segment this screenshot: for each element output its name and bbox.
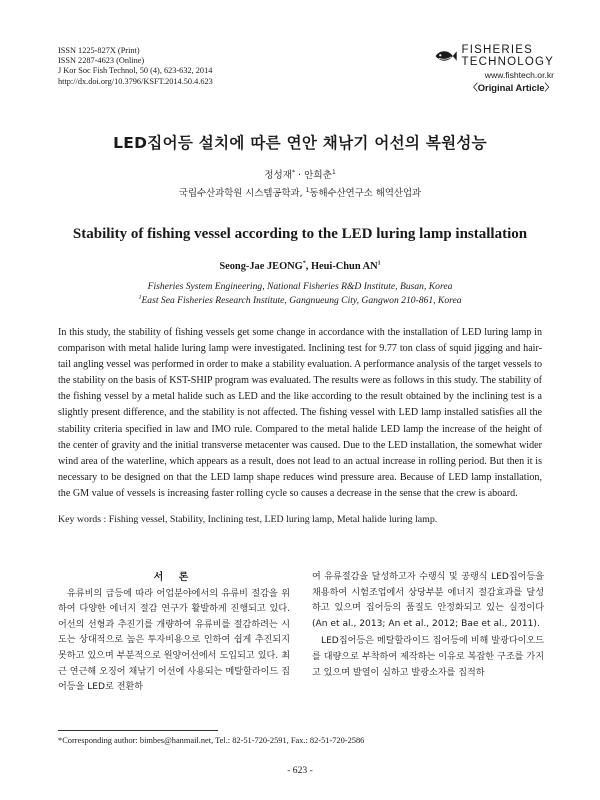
intro-paragraph-1: 유류비의 급등에 따라 어업분야에서의 유류비 절감을 위하여 다양한 에너지 절감 연구가 활발하게 진행되고 있다. 어선의 선형과 추진기를 개량하여 유류비를 절감하려는 시도는 상대적으로 높은 투자비용으로 인하여 쉽게 추진되지 못하고 있으며 부분적으로 원양어선에서 도입되고 있다. 최근 연근해 오징어 채낚기 어선에 사용되는 메탈할라이드 집어등을 LED로 전환하: [58, 588, 290, 693]
english-affiliations: [0, 280, 600, 308]
corresponding-author-footnote: *Corresponding author: bimbes@hanmail.net, Tel.: 82-51-720-2591, Fax.: 82-51-720-2586: [58, 736, 365, 745]
footnote-rule: [58, 730, 218, 731]
page-number: - 623 -: [287, 765, 313, 776]
logo-text-line1: FISHERIES: [461, 44, 533, 56]
korean-affil-2-mark: 1: [305, 186, 310, 194]
issn-online: ISSN 2287-4623 (Online): [58, 56, 145, 66]
english-affil-2: East Sea Fisheries Research Institute, Gangnueung City, Gangwon 210-861, Korea: [141, 295, 462, 306]
fish-logo-icon: [434, 45, 457, 67]
korean-title: LED집어등 설치에 따른 연안 채낚기 어선의 복원성능: [113, 134, 487, 152]
article-type: 〈Original Article〉: [468, 82, 554, 93]
issn-print: ISSN 1225-827X (Print): [58, 46, 140, 55]
abstract: In this study, the stability of fishing vessels get some change in accordance with the installation of LED luring lamp in comparison with metal halide luring lamp were investigated. Inclining test for 9.77 ton class of squid jigging and hair-tail angling vessel was performed in order to make a stability evaluation. A performance analysis of the target vessels to the stability on the basis of KST-SHIP program was evaluated. The results were as follows in this study. The stability of the fishing vessel by a metal halide such as LED and the like according to the result obtained by the inclining test is a slightly present difference, and the stability is not affected. The fishing vessel with LED lamp installed satisfies all the stability criteria specified in law and IMO rule. Compared to the metal halide LED lamp the increase of the height of the center of gravity and the initial transverse metacenter was caused. Due to the LED installation, the somewhat wider wind area of the waterline, which appears as a result, does not lead to an actual increase in rolling period. But then it is necessary to be designed on that the LED lamp shape reduces wind pressure area. Because of LED lamp installation, the GM value of vessels is increasing faster rolling cycle so causes a decrease in the sense that the crew is aboard.: [58, 327, 542, 499]
english-authors: [0, 261, 600, 272]
keywords: Key words : Fishing vessel, Stability, Inclining test, LED luring lamp, Metal halide luring lamp.: [58, 514, 438, 525]
english-title: Stability of fishing vessel according to the LED luring lamp installation: [72, 226, 528, 242]
korean-affil-1: 국립수산과학원 시스템공학과,: [178, 188, 303, 199]
author-2-mark: 1: [331, 168, 336, 176]
citation: J Kor Soc Fish Technol, 50 (4), 623-632, 2014: [58, 66, 213, 76]
logo-text-line2: TECHNOLOGY: [461, 56, 554, 68]
body-right-column: [312, 570, 544, 681]
english-author-2-mark: 1: [377, 260, 381, 267]
english-author-1-mark: *: [302, 260, 306, 267]
english-author-separator: ,: [305, 261, 311, 272]
english-affil-1: Fisheries System Engineering, National Fisheries R&D Institute, Busan, Korea: [147, 281, 453, 292]
doi-link[interactable]: http://dx.doi.org/10.3796/KSFT.2014.50.4.623: [58, 76, 213, 86]
journal-meta: [58, 46, 213, 87]
body-left-column: [58, 570, 290, 696]
english-author-1: Seong-Jae JEONG: [219, 261, 303, 272]
intro-paragraph-1-cont: 여 유류절감을 달성하고자 수랭식 및 공랭식 LED집어등을 채용하여 시험조업에서 상당부분 에너지 절감효과를 달성하고 있으며 집어등의 품질도 안정화되고 있는 실정이다 (An et al., 2013; An et al., 2012; Bae et al., 2011).: [312, 572, 544, 629]
journal-logo: [434, 44, 554, 94]
journal-url[interactable]: www.fishtech.or.kr: [484, 70, 554, 80]
korean-author-2: 안희춘: [304, 170, 332, 181]
korean-affil-2: 동해수산연구소 해역산업과: [309, 188, 422, 199]
korean-authors: [0, 167, 600, 181]
intro-paragraph-2: LED집어등은 메탈할라이드 집어등에 비해 발광다이오드를 대량으로 부착하여 제작하는 이유로 복잡한 구조를 가지고 있으며 발열이 심하고 발광소자를 집적하: [312, 636, 544, 678]
korean-affiliations: [0, 185, 600, 199]
korean-author-1: 정성재: [264, 170, 292, 181]
section-heading-intro: 서 론: [153, 572, 195, 583]
author-separator: ·: [295, 170, 305, 181]
author-1-mark: *: [292, 168, 295, 176]
english-affil-2-mark: 1: [138, 294, 142, 301]
english-author-2: Heui-Chun AN: [310, 261, 378, 272]
